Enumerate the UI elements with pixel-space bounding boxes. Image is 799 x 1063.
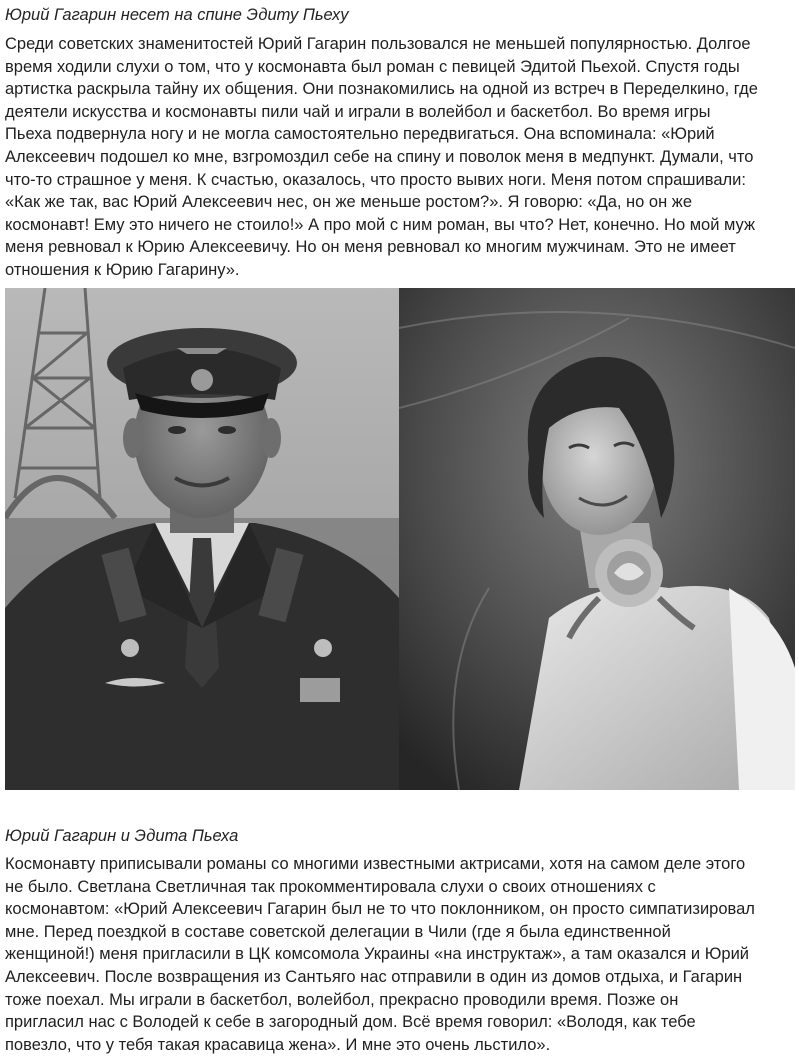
photo-gagarin-image — [5, 288, 399, 790]
photo-piekha — [399, 288, 795, 790]
caption-middle: Юрий Гагарин и Эдита Пьеха — [5, 827, 239, 845]
photo-piekha-image — [399, 288, 795, 790]
paragraph-first: Среди советских знаменитостей Юрий Гагарин пользовался не меньшей популярностью. Долгое время ходили слухи о том, что у космонавта был роман с певицей Эдитой Пьехой. Спустя годы артистка раскрыла тайну их общения. Они познакомились на одной из встреч в Переделкино, где деятели искусства и космонавты пили чай и играли в волейбол и баскетбол. Во время игры Пьеха подвернула ногу и не могла самостоятельно передвигаться. Она вспоминала: «Юрий Алексеевич подошел ко мне, взгромоздил себе на спину и поволок меня в медпункт. Думали, что что-то страшное у меня. К счастью, оказалось, что просто вывих ноги. Меня потом спрашивали: «Как же так, вас Юрий Алексеевич нес, он же меньше ростом?». Я говорю: «Да, но он же космонавт! Ему это ничего не стоило!» А про мой с ним роман, вы что? Нет, конечно. Но мой муж меня ревновал к Юрию Алексеевичу. Но он меня ревновал ко многим мужчинам. Это не имеет отношения к Юрию Гагарину». — [5, 35, 758, 279]
photo-gagarin — [5, 288, 399, 790]
caption-top: Юрий Гагарин несет на спине Эдиту Пьеху — [5, 6, 349, 24]
paragraph-second: Космонавту приписывали романы со многими известными актрисами, хотя на самом деле этого не было. Светлана Светличная так прокомментировала слухи о своих отношениях с космонавтом: «Юрий Алексеевич Гагарин был не то что поклонником, он просто симпатизировал мне. Перед поездкой в составе советской делегации в Чили (где я была единственной женщиной!) меня пригласили в ЦК комсомола Украины «на инструктаж», а там оказался и Юрий Алексеевич. После возвращения из Сантьяго нас отправили в один из домов отдыха, и Гагарин тоже поехал. Мы играли в баскетбол, волейбол, прекрасно проводили время. Позже он пригласил нас с Володей к себе в загородный дом. Всё время говорил: «Володя, как тебе повезло, что у тебя такая красавица жена». И мне это очень льстило». — [5, 855, 755, 1054]
photo-row — [5, 288, 795, 790]
